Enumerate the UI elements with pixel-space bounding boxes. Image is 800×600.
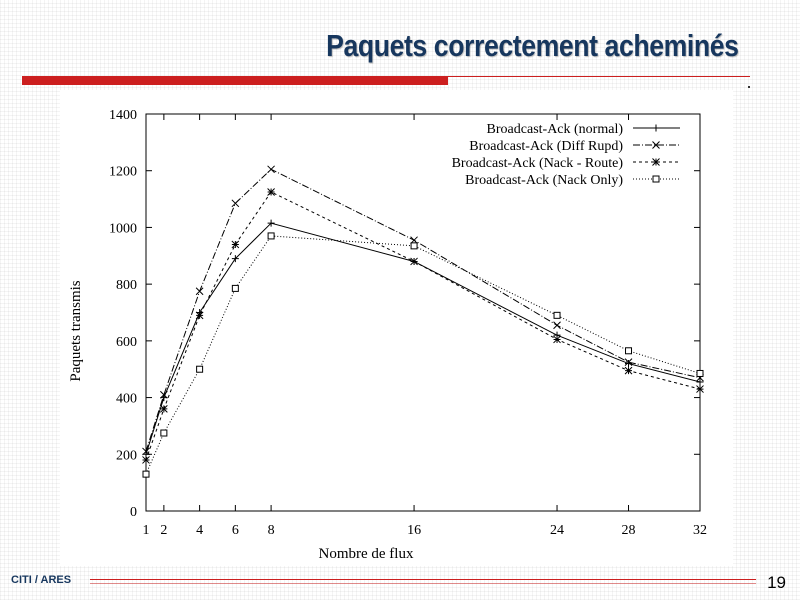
- point-marker: [653, 176, 659, 182]
- legend-label: Broadcast-Ack (Nack Only): [465, 173, 623, 188]
- legend-label: Broadcast-Ack (Nack - Route): [451, 156, 623, 171]
- x-tick-label: 1: [142, 523, 150, 538]
- x-tick-label: 6: [231, 523, 239, 538]
- point-marker: [554, 312, 560, 318]
- series-3: [143, 188, 704, 463]
- chart-panel: [60, 90, 733, 566]
- x-tick-label: 16: [407, 523, 422, 538]
- point-marker: [626, 348, 632, 354]
- y-tick-label: 1200: [109, 164, 137, 180]
- y-tick-label: 600: [116, 334, 137, 350]
- point-marker: [143, 456, 150, 463]
- series-1: [143, 220, 704, 458]
- series-line: [146, 169, 700, 451]
- title-accent-bar: [22, 76, 448, 85]
- footer-rule-secondary: [90, 583, 756, 584]
- point-marker: [197, 366, 203, 372]
- point-marker: [268, 166, 275, 173]
- point-marker: [160, 405, 167, 412]
- point-marker: [653, 125, 660, 132]
- point-marker: [411, 243, 417, 249]
- point-marker: [268, 188, 275, 195]
- point-marker: [268, 233, 274, 239]
- point-marker: [232, 200, 239, 207]
- point-marker: [625, 360, 632, 367]
- point-marker: [143, 471, 149, 477]
- point-marker: [232, 241, 239, 248]
- y-tick-label: 200: [116, 448, 137, 464]
- point-marker: [697, 370, 703, 376]
- slide-number: 19: [767, 573, 786, 592]
- series-2: [143, 166, 704, 455]
- x-tick-label: 2: [160, 523, 168, 538]
- x-tick-label: 28: [621, 523, 636, 538]
- x-tick-label: 4: [196, 523, 204, 538]
- title-accent-dot: [748, 86, 750, 88]
- chart-series: [143, 166, 704, 477]
- y-tick-label: 800: [116, 278, 137, 294]
- y-tick-label: 1000: [109, 221, 137, 237]
- point-marker: [625, 367, 632, 374]
- y-axis-label: Paquets transmis: [68, 280, 84, 382]
- x-axis-label: Nombre de flux: [318, 546, 414, 562]
- line-chart: [60, 90, 733, 566]
- point-marker: [196, 312, 203, 319]
- slide-title: Paquets correctement acheminés: [325, 28, 738, 63]
- point-marker: [653, 159, 660, 166]
- footer-label: CITI / ARES: [11, 574, 72, 586]
- point-marker: [161, 430, 167, 436]
- y-tick-label: 1400: [109, 108, 137, 123]
- point-marker: [196, 288, 203, 295]
- point-marker: [554, 336, 561, 343]
- series-4: [143, 233, 703, 477]
- point-marker: [411, 258, 418, 265]
- footer-rule: [90, 579, 756, 580]
- y-tick-label: 0: [130, 505, 137, 520]
- chart-legend: [452, 122, 680, 188]
- series-line: [146, 236, 700, 474]
- x-tick-label: 8: [267, 523, 275, 538]
- point-marker: [554, 322, 561, 329]
- x-tick-label: 24: [550, 523, 565, 538]
- point-marker: [232, 285, 238, 291]
- x-tick-label: 32: [693, 523, 707, 538]
- legend-label: Broadcast-Ack (Diff Rupd): [469, 139, 623, 154]
- point-marker: [697, 386, 704, 393]
- y-tick-label: 400: [116, 391, 137, 407]
- title-accent-line: [448, 76, 750, 77]
- series-line: [146, 192, 700, 460]
- legend-label: Broadcast-Ack (normal): [486, 122, 623, 137]
